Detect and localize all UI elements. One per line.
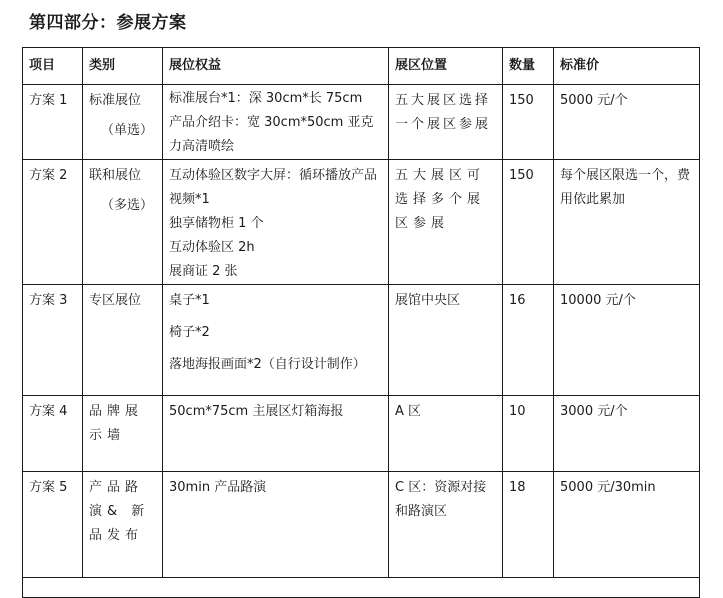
plan-1-price: 5000 元/个 (554, 85, 700, 160)
rights-line: 标准展台*1：深 30cm*长 75cm (169, 91, 363, 106)
rights-line: 桌子*1 (169, 293, 210, 308)
plan-4-quantity: 10 (503, 396, 554, 472)
plan-2-price: 每个展区限选一个，费用依此累加 (554, 159, 700, 284)
category-line: 标准展位 (89, 93, 142, 108)
plan-2-quantity: 150 (503, 159, 554, 284)
plan-5-category: 产品路演& 新品发布 (83, 472, 163, 578)
plan-3-rights (163, 285, 389, 396)
plan-1-location: 五大展区选择一个展区参展 (389, 85, 503, 160)
plan-2-item: 方案 2 (23, 159, 83, 284)
plan-1-category (83, 85, 163, 160)
plan-1-item: 方案 1 (23, 85, 83, 160)
plan-2-category (83, 159, 163, 284)
table-header-row (23, 48, 700, 85)
rights-line: 展商证 2 张 (169, 264, 238, 279)
header-rights: 展位权益 (163, 48, 389, 85)
rights-line: 互动体验区 2h (169, 240, 255, 255)
plan-5-quantity: 18 (503, 472, 554, 578)
plan-3-price: 10000 元/个 (554, 285, 700, 396)
plan-5-price: 5000 元/30min (554, 472, 700, 578)
plan-3-category: 专区展位 (83, 285, 163, 396)
plan-4-rights: 50cm*75cm 主展区灯箱海报 (163, 396, 389, 472)
page-title: 第四部分：参展方案 (29, 13, 187, 33)
rights-line: 互动体验区数字大屏：循环播放产品视频*1 (169, 168, 378, 207)
rights-line: 产品介绍卡：宽 30cm*50cm 亚克力高清喷绘 (169, 115, 374, 154)
table-row-empty (23, 578, 700, 598)
table-row (23, 396, 700, 472)
plan-4-category: 品牌展示墙 (83, 396, 163, 472)
plan-1-and-2-rights (163, 85, 389, 285)
rights-line: 椅子*2 (169, 325, 210, 340)
table-row (23, 285, 700, 396)
header-category: 类别 (83, 48, 163, 85)
exhibition-plan-table (22, 47, 700, 598)
category-line: 联和展位 (89, 167, 142, 183)
plan-4-item: 方案 4 (23, 396, 83, 472)
category-line: （单选） (101, 123, 154, 138)
header-quantity: 数量 (503, 48, 554, 85)
plan-4-price: 3000 元/个 (554, 396, 700, 472)
table-row (23, 472, 700, 578)
rights-line: 落地海报画面*2（自行设计制作） (169, 357, 366, 372)
rights-line: 独享储物柜 1 个 (169, 216, 264, 231)
plan-2-rights (163, 159, 388, 284)
category-line: （多选） (101, 197, 154, 213)
plan-3-item: 方案 3 (23, 285, 83, 396)
header-price: 标准价 (554, 48, 700, 85)
plan-5-item: 方案 5 (23, 472, 83, 578)
plan-5-location: C 区：资源对接和路演区 (389, 472, 503, 578)
plan-4-location: A 区 (389, 396, 503, 472)
plan-5-rights: 30min 产品路演 (163, 472, 389, 578)
table-row (23, 85, 700, 160)
plan-1-quantity: 150 (503, 85, 554, 160)
plan-3-location: 展馆中央区 (389, 285, 503, 396)
plan-2-location: 五大展区可选择多个展区参展 (389, 159, 503, 284)
plan-3-quantity: 16 (503, 285, 554, 396)
empty-cell (23, 578, 700, 598)
header-location: 展区位置 (389, 48, 503, 85)
header-item: 项目 (23, 48, 83, 85)
